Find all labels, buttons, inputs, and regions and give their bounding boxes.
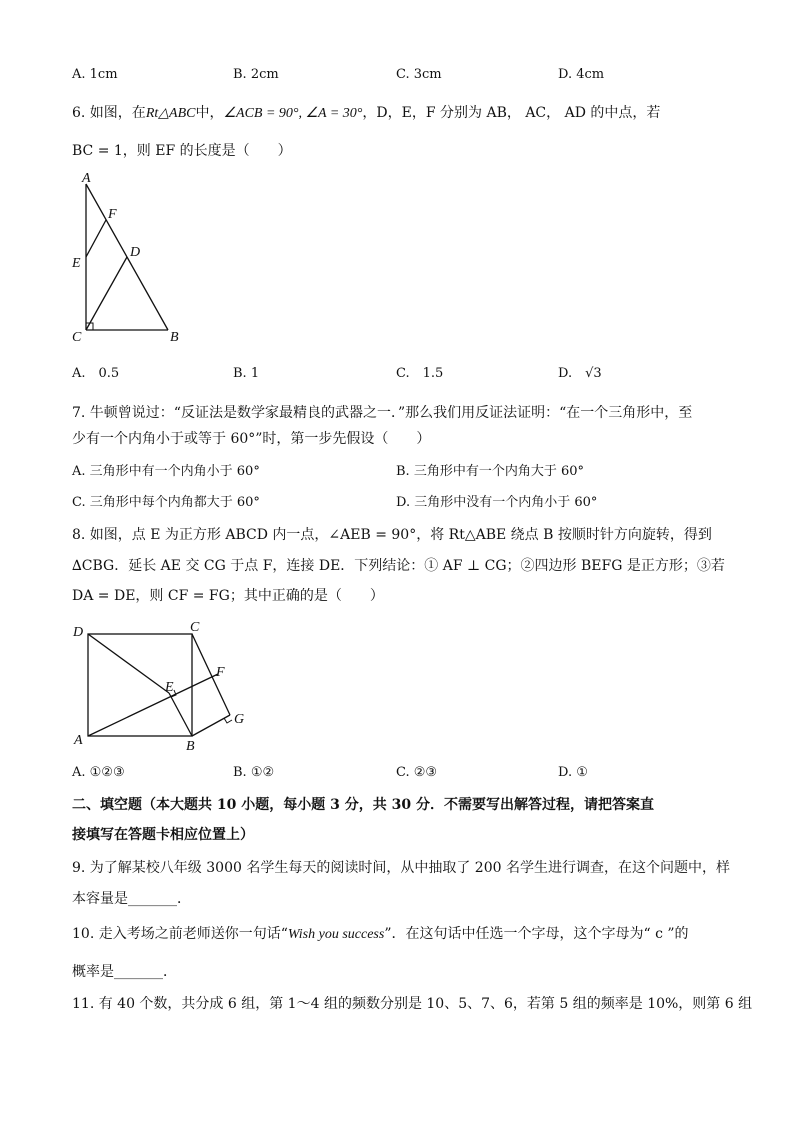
q10-suffix: ”．在这句话中任选一个字母，这个字母为“ c ”的 [384, 926, 689, 942]
q8-stem-line3: DA = DE，则 CF = FG；其中正确的是（ ） [72, 588, 384, 604]
q8-label-d: D [73, 625, 84, 640]
q6-label-f: F [108, 207, 117, 222]
q9-stem-line1: 9. 为了解某校八年级 3000 名学生每天的阅读时间，从中抽取了 200 名学生进行调查，在这个问题中，样 [72, 860, 730, 876]
q8-label-b: B [186, 739, 195, 754]
q6-option-b: B. 1 [233, 366, 260, 381]
q10-stem-line2: 概率是_______． [72, 964, 177, 980]
q5-option-c: C. 3cm [396, 67, 442, 82]
q6-stem-line1 [72, 103, 660, 124]
q7-stem-line1: 7. 牛顿曾说过：“反证法是数学家最精良的武器之一．”那么我们用反证法证明：“在一个三角形中，至 [72, 405, 693, 421]
q7-option-a: A. 三角形中有一个内角小于 60° [72, 464, 260, 479]
q6-option-a: A. 0.5 [72, 366, 120, 381]
q8-square-figure [66, 614, 266, 756]
q7-stem-line2: 少有一个内角小于或等于 60°”时，第一步先假设（ ） [72, 431, 431, 447]
q6-rt-triangle: Rt△ABC [145, 106, 196, 121]
q6-angles: ∠ACB = 90°, ∠A = 30° [223, 106, 363, 121]
q6-rest: ，D，E，F 分别为 AB， AC， AD 的中点，若 [362, 105, 661, 121]
q10-prefix: 10. 走入考场之前老师送你一句话“ [72, 926, 288, 942]
q5-option-a: A. 1cm [72, 67, 118, 82]
q6-prefix: 6. 如图，在 [72, 105, 146, 121]
q8-option-a: A. ①②③ [72, 765, 125, 780]
q10-stem-line1 [72, 924, 689, 945]
q7-option-b: B. 三角形中有一个内角大于 60° [396, 464, 584, 479]
q8-label-c: C [190, 620, 200, 635]
q7-option-d: D. 三角形中没有一个内角小于 60° [396, 495, 598, 510]
q6-segment-ef [86, 220, 106, 257]
q6-segment-cd [86, 257, 127, 330]
q9-stem-line2: 本容量是_______． [72, 891, 191, 907]
q8-label-e: E [165, 680, 174, 695]
q10-quote: Wish you success [287, 927, 385, 942]
q8-right-angle-mark-g [224, 718, 232, 723]
q8-segment-be [169, 693, 192, 736]
q8-option-c: C. ②③ [396, 765, 438, 780]
q6-label-e: E [72, 256, 81, 271]
q6-stem-line2: BC = 1，则 EF 的长度是（ ） [72, 143, 292, 159]
q8-segment-af [88, 674, 218, 736]
q6-mid: 中， [195, 105, 224, 121]
q7-option-c: C. 三角形中每个内角都大于 60° [72, 495, 260, 510]
q5-option-b: B. 2cm [233, 67, 279, 82]
q6-option-d: D. √3 [558, 366, 602, 381]
q8-label-f: F [216, 665, 225, 680]
q6-label-d: D [130, 245, 141, 260]
q8-option-b: B. ①② [233, 765, 275, 780]
q6-label-a: A [82, 171, 91, 186]
q8-segment-de [88, 634, 169, 693]
q8-stem-line2: ∆CBG．延长 AE 交 CG 于点 F，连接 DE．下列结论：① AF ⊥ CG；②四边形 BEFG 是正方形；③若 [72, 558, 725, 574]
section2-heading-line1: 二、填空题（本大题共 10 小题，每小题 3 分，共 30 分．不需要写出解答过程，请把答案直 [72, 797, 654, 813]
q6-option-c: C. 1.5 [396, 366, 444, 381]
q8-label-g: G [234, 712, 245, 727]
q6-triangle-figure [66, 166, 196, 346]
q6-label-b: B [170, 330, 179, 345]
q8-label-a: A [74, 733, 83, 748]
section2-heading-line2: 接填写在答题卡相应位置上） [72, 827, 254, 843]
q11-stem-line1: 11. 有 40 个数，共分成 6 组，第 1～4 组的频数分别是 10、5、7、6，若第 5 组的频率是 10%，则第 6 组 [72, 996, 753, 1012]
q5-option-d: D. 4cm [558, 67, 605, 82]
q8-square-abcd [88, 634, 192, 736]
q8-stem-line1: 8. 如图，点 E 为正方形 ABCD 内一点，∠AEB = 90°，将 Rt△ABE 绕点 B 按顺时针方向旋转，得到 [72, 527, 712, 543]
q8-option-d: D. ① [558, 765, 588, 780]
q6-label-c: C [72, 330, 82, 345]
